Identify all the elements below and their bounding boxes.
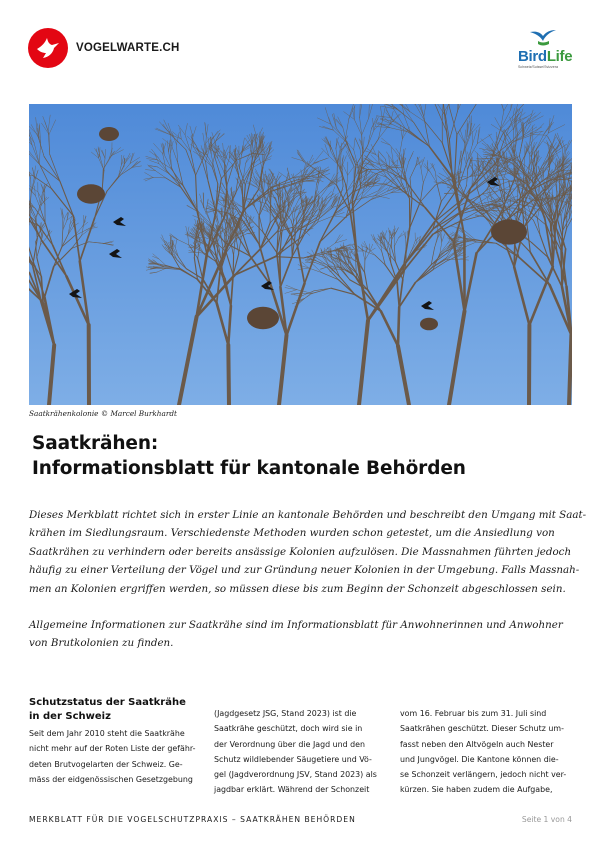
text-line: Saatkrähen zu verhindern oder bereits ansässige Kolonien aufzulösen. Die Massnahmen führten jedoch [29,545,572,558]
heading-line: in der Schweiz [29,711,111,722]
birdlife-wordmark: BirdLife [518,48,573,65]
page-number: Seite 1 von 4 [521,815,572,824]
text-line: häufig zu einer Verteilung der Vögel und zur Gründung neuer Kolonien in der Umgebung. Falls Massnah- [29,564,580,577]
text-line: Saatkrähen geschützt. Dieser Schutz um- [400,724,564,734]
page-title [32,431,466,481]
text-line: Schutz wildlebender Säugetiere und Vö- [214,754,372,764]
column-3 [400,706,572,798]
logo-text: VOGELWARTE.CH [76,42,180,54]
text-line: deten Brutvogelarten der Schweiz. Ge- [29,759,183,769]
intro-paragraph-2 [29,616,574,653]
footer-title: MERKBLATT FÜR DIE VOGELSCHUTZPRAXIS – SAATKRÄHEN BEHÖRDEN [29,815,356,824]
heading-line: Schutzstatus der Saatkrähe [29,697,186,708]
rook-colony-photo [29,104,572,405]
text-line: jagdbar erklärt. Während der Schonzeit [214,785,370,795]
text-line: kürzen. Sie haben zudem die Aufgabe, [400,785,553,795]
text-line: gel (Jagdverordnung JSV, Stand 2023) als [214,770,377,780]
text-line: der Verordnung über die Jagd und den [214,739,366,749]
text-line: se Schonzeit verlängern, jedoch nicht ver- [400,770,567,780]
column-1 [29,696,201,787]
intro-paragraph-1 [29,506,587,598]
title-line: Saatkrähen: [32,433,159,454]
text-line: nicht mehr auf der Roten Liste der gefähr- [29,744,196,754]
vogelwarte-logo[interactable] [28,28,180,68]
text-line: und Jungvögel. Die Kantone können die- [400,754,559,764]
photo-caption: Saatkrähenkolonie © Marcel Burkhardt [29,409,177,418]
text-line: vom 16. Februar bis zum 31. Juli sind [400,709,547,718]
text-line: fasst neben den Altvögeln auch Nester [400,739,554,749]
text-line: Seit dem Jahr 2010 steht die Saatkrähe [29,729,185,738]
bird-logo-icon [28,28,68,68]
text-line: Dieses Merkblatt richtet sich in erster Linie an kantonale Behörden und beschreibt den Umgang mit Saat- [29,509,587,521]
text-line: von Brutkolonien zu finden. [29,637,174,650]
text-line: Allgemeine Informationen zur Saatkrähe sind im Informationsblatt für Anwohnerinnen und Anwohner [29,619,563,631]
birdlife-subtext: Schweiz/Suisse/Svizzera [518,65,558,69]
birdlife-bird-icon [528,26,558,48]
column-2 [214,706,386,798]
section-heading [29,696,201,724]
text-line: mäss der eidgenössischen Gesetzgebung [29,774,193,784]
title-line: Informationsblatt für kantonale Behörden [32,458,466,479]
text-line: men an Kolonien ergriffen werden, so müssen diese bis zum Beginn der Schonzeit abgeschlossen sein. [29,582,566,595]
birdlife-logo[interactable] [514,26,576,72]
text-line: (Jagdgesetz JSG, Stand 2023) ist die [214,709,357,718]
text-line: krähen im Siedlungsraum. Verschiedenste Methoden wurden schon getestet, um die Ansiedlung von [29,527,555,540]
text-line: Saatkrähe geschützt, doch wird sie in [214,724,363,734]
